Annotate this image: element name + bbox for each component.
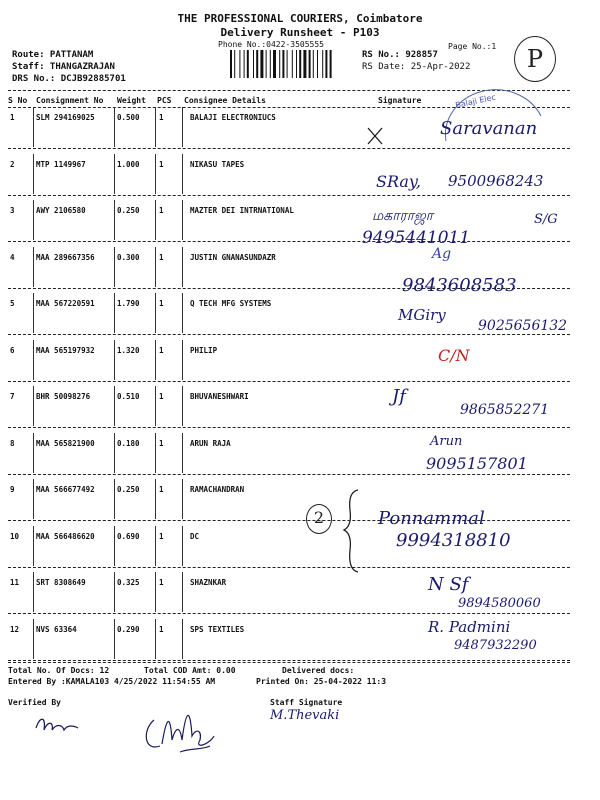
cell-pcs: 1	[159, 532, 164, 541]
column-separator	[182, 479, 183, 519]
col-consignee: Consignee Details	[184, 96, 266, 105]
barcode-bar	[270, 50, 271, 78]
cell-consignee: MAZTER DEI INTRNATIONAL	[190, 206, 294, 215]
column-separator	[155, 619, 156, 659]
column-separator	[155, 526, 156, 566]
column-separator	[182, 386, 183, 426]
signature-row-4a: Ag	[432, 246, 452, 262]
column-separator	[155, 572, 156, 612]
column-separator	[33, 340, 34, 380]
column-separator	[155, 479, 156, 519]
col-weight: Weight	[117, 96, 146, 105]
barcode-bar	[313, 50, 314, 78]
cell-weight: 0.690	[117, 532, 140, 541]
column-separator	[33, 619, 34, 659]
document-title: Delivery Runsheet - P103	[220, 26, 380, 39]
cell-pcs: 1	[159, 485, 164, 494]
column-separator	[155, 107, 156, 147]
column-separator	[33, 526, 34, 566]
column-separator	[114, 619, 115, 659]
signature-row-3: 9495441011	[362, 228, 471, 248]
column-separator	[33, 200, 34, 240]
barcode-bar	[317, 50, 318, 78]
column-separator	[182, 247, 183, 287]
barcode-bar	[260, 50, 263, 78]
row-divider	[8, 427, 570, 428]
cell-consignee: BALAJI ELECTRONIUCS	[190, 113, 276, 122]
cell-pcs: 1	[159, 578, 164, 587]
row-divider	[8, 195, 570, 196]
cell-consignee: BHUVANESHWARI	[190, 392, 249, 401]
company-title: THE PROFESSIONAL COURIERS, Coimbatore	[177, 12, 423, 25]
circled-two: 2	[306, 504, 332, 534]
cell-weight: 0.325	[117, 578, 140, 587]
row-divider	[8, 148, 570, 149]
cell-sno: 12	[10, 625, 20, 634]
circled-mark: P	[514, 36, 556, 82]
printed-on: Printed On: 25-04-2022 11:3	[256, 677, 387, 686]
cell-sno: 2	[10, 160, 15, 169]
cell-consignment: MAA 565197932	[36, 346, 95, 355]
signature-row-8: 9095157801	[426, 454, 528, 473]
cell-consignment: MAA 289667356	[36, 253, 95, 262]
cell-consignment: MTP 1149967	[36, 160, 86, 169]
staff-signature-label: Staff Signature	[270, 698, 343, 707]
column-separator	[114, 247, 115, 287]
cell-weight: 1.320	[117, 346, 140, 355]
svg-text:Balaji Elec: Balaji Elec	[454, 92, 497, 110]
column-separator	[114, 293, 115, 333]
cell-sno: 5	[10, 299, 15, 308]
barcode-bar	[256, 50, 258, 78]
column-separator	[114, 526, 115, 566]
footer-divider	[8, 662, 570, 663]
column-separator	[33, 247, 34, 287]
column-separator	[33, 386, 34, 426]
delivered-docs: Delivered docs:	[282, 666, 355, 675]
barcode-bar	[234, 50, 235, 78]
verifier-signature-2	[140, 700, 220, 760]
barcode-bar	[292, 50, 293, 78]
cell-sno: 3	[10, 206, 15, 215]
column-separator	[33, 479, 34, 519]
cell-pcs: 1	[159, 392, 164, 401]
column-separator	[155, 340, 156, 380]
brace-mark	[340, 486, 364, 576]
row-divider	[8, 660, 570, 661]
cell-consignment: SLM 294169025	[36, 113, 95, 122]
cell-consignee: ARUN RAJA	[190, 439, 231, 448]
column-separator	[182, 526, 183, 566]
column-separator	[114, 107, 115, 147]
barcode-bar	[296, 50, 297, 78]
barcode-bar	[309, 50, 311, 78]
column-separator	[155, 386, 156, 426]
verifier-signature-1	[30, 710, 90, 740]
cell-weight: 1.000	[117, 160, 140, 169]
barcode-bar	[230, 50, 232, 78]
row-divider	[8, 474, 570, 475]
signature-row-12a: R. Padmini	[428, 618, 511, 636]
signature-row-12: 9487932290	[454, 638, 537, 653]
cell-weight: 0.300	[117, 253, 140, 262]
row-divider	[8, 613, 570, 614]
signature-row-3a: மகாராஜா	[372, 208, 434, 224]
cell-consignee: Q TECH MFG SYSTEMS	[190, 299, 272, 308]
cell-consignee: NIKASU TAPES	[190, 160, 245, 169]
signature-row-6: C/N	[438, 346, 470, 365]
col-sno: S No	[8, 96, 28, 105]
column-separator	[182, 293, 183, 333]
column-separator	[155, 154, 156, 194]
signature-row-3-note: S/G	[534, 212, 558, 227]
column-separator	[33, 572, 34, 612]
cell-sno: 8	[10, 439, 15, 448]
staff-signature: M.Thevaki	[270, 708, 340, 723]
column-separator	[182, 433, 183, 473]
column-separator	[182, 200, 183, 240]
cell-weight: 0.250	[117, 485, 140, 494]
cell-pcs: 1	[159, 160, 164, 169]
cell-pcs: 1	[159, 299, 164, 308]
cell-consignee: PHILIP	[190, 346, 218, 355]
staff-label: Staff: THANGAZRAJAN	[12, 62, 115, 72]
column-separator	[33, 293, 34, 333]
cell-sno: 1	[10, 113, 15, 122]
column-separator	[114, 386, 115, 426]
signature-row-9: Ponnammal	[378, 508, 485, 529]
rs-number: RS No.: 928857	[362, 50, 438, 60]
page-number: Page No.:1	[448, 42, 497, 51]
signature-row-10: 9994318810	[396, 530, 511, 551]
column-separator	[182, 154, 183, 194]
barcode-bar	[239, 50, 240, 78]
cell-sno: 11	[10, 578, 20, 587]
cell-consignee: SPS TEXTILES	[190, 625, 245, 634]
cell-consignment: MAA 565821900	[36, 439, 95, 448]
barcode-bar	[330, 50, 332, 78]
cell-sno: 4	[10, 253, 15, 262]
cell-pcs: 1	[159, 625, 164, 634]
cell-consignment: NVS 63364	[36, 625, 77, 634]
barcode-bar	[282, 50, 284, 78]
signature-row-11: 9894580060	[458, 596, 541, 611]
signature-row-2a: SRay,	[376, 172, 421, 191]
cell-weight: 0.290	[117, 625, 140, 634]
cell-consignment: MAA 566486620	[36, 532, 95, 541]
barcode-bar	[287, 50, 288, 78]
cell-consignee: DC	[190, 532, 200, 541]
column-separator	[155, 293, 156, 333]
cell-weight: 0.500	[117, 113, 140, 122]
cell-consignment: MAA 566677492	[36, 485, 95, 494]
barcode-bar	[279, 50, 280, 78]
cell-consignee: RAMACHANDRAN	[190, 485, 245, 494]
phone-number: Phone No.:0422-3505555	[218, 40, 324, 49]
rs-date: RS Date: 25-Apr-2022	[362, 62, 471, 72]
row-divider	[8, 520, 570, 521]
signature-row-5: 9025656132	[478, 318, 568, 334]
barcode-bar	[322, 50, 323, 78]
signature-row-7a: Jf	[392, 386, 406, 407]
barcode-bar	[253, 50, 254, 78]
col-signature: Signature	[378, 96, 422, 105]
cell-consignment: SRT 8308649	[36, 578, 86, 587]
cell-pcs: 1	[159, 346, 164, 355]
barcode-bar	[303, 50, 306, 78]
route-label: Route: PATTANAM	[12, 50, 94, 60]
barcode-bar	[266, 50, 267, 78]
column-separator	[155, 433, 156, 473]
cell-sno: 9	[10, 485, 15, 494]
column-separator	[155, 247, 156, 287]
column-separator	[182, 107, 183, 147]
total-cod: Total COD Amt: 0.00	[144, 666, 236, 675]
column-separator	[182, 619, 183, 659]
cell-pcs: 1	[159, 253, 164, 262]
cell-sno: 7	[10, 392, 15, 401]
column-separator	[114, 200, 115, 240]
signature-row-11a: N Sf	[428, 574, 469, 595]
signature-row-1: Saravanan	[440, 118, 538, 139]
cell-weight: 0.180	[117, 439, 140, 448]
entered-by: Entered By :KAMALA103 4/25/2022 11:54:55 AM	[8, 677, 216, 686]
signature-row-7: 9865852271	[460, 402, 550, 418]
column-separator	[33, 154, 34, 194]
verified-by-label: Verified By	[8, 698, 61, 707]
cell-consignee: JUSTIN GNANASUNDAZR	[190, 253, 276, 262]
signature-row-4: 9843608583	[402, 275, 517, 296]
cross-mark	[360, 120, 390, 150]
column-separator	[114, 340, 115, 380]
column-separator	[33, 107, 34, 147]
cell-consignment: BHR 50098276	[36, 392, 91, 401]
cell-consignee: SHAZNKAR	[190, 578, 227, 587]
column-separator	[182, 340, 183, 380]
total-docs: Total No. Of Docs: 12	[8, 666, 110, 675]
column-separator	[33, 433, 34, 473]
cell-consignment: MAA 567220591	[36, 299, 95, 308]
barcode-bar	[273, 50, 276, 78]
barcode-bar	[247, 50, 249, 78]
barcode-bar	[325, 50, 327, 78]
signature-row-8a: Arun	[430, 434, 463, 449]
signature-row-2: 9500968243	[448, 172, 544, 190]
column-separator	[114, 572, 115, 612]
col-pcs: PCS	[157, 96, 172, 105]
barcode-image	[228, 50, 358, 78]
cell-pcs: 1	[159, 113, 164, 122]
column-separator	[182, 572, 183, 612]
row-divider	[8, 241, 570, 242]
cell-weight: 0.510	[117, 392, 140, 401]
barcode-bar	[244, 50, 245, 78]
cell-pcs: 1	[159, 439, 164, 448]
drs-number: DRS No.: DCJB92885701	[12, 74, 126, 84]
cell-weight: 0.250	[117, 206, 140, 215]
signature-row-5a: MGiry	[398, 306, 446, 324]
cell-pcs: 1	[159, 206, 164, 215]
col-consignment: Consignment No	[36, 96, 104, 105]
cell-weight: 1.790	[117, 299, 140, 308]
barcode-bar	[299, 50, 301, 78]
cell-sno: 10	[10, 532, 20, 541]
column-separator	[114, 154, 115, 194]
cell-sno: 6	[10, 346, 15, 355]
column-separator	[114, 479, 115, 519]
column-separator	[155, 200, 156, 240]
cell-consignment: AWY 2106580	[36, 206, 86, 215]
row-divider	[8, 567, 570, 568]
row-divider	[8, 381, 570, 382]
row-divider	[8, 334, 570, 335]
column-separator	[114, 433, 115, 473]
